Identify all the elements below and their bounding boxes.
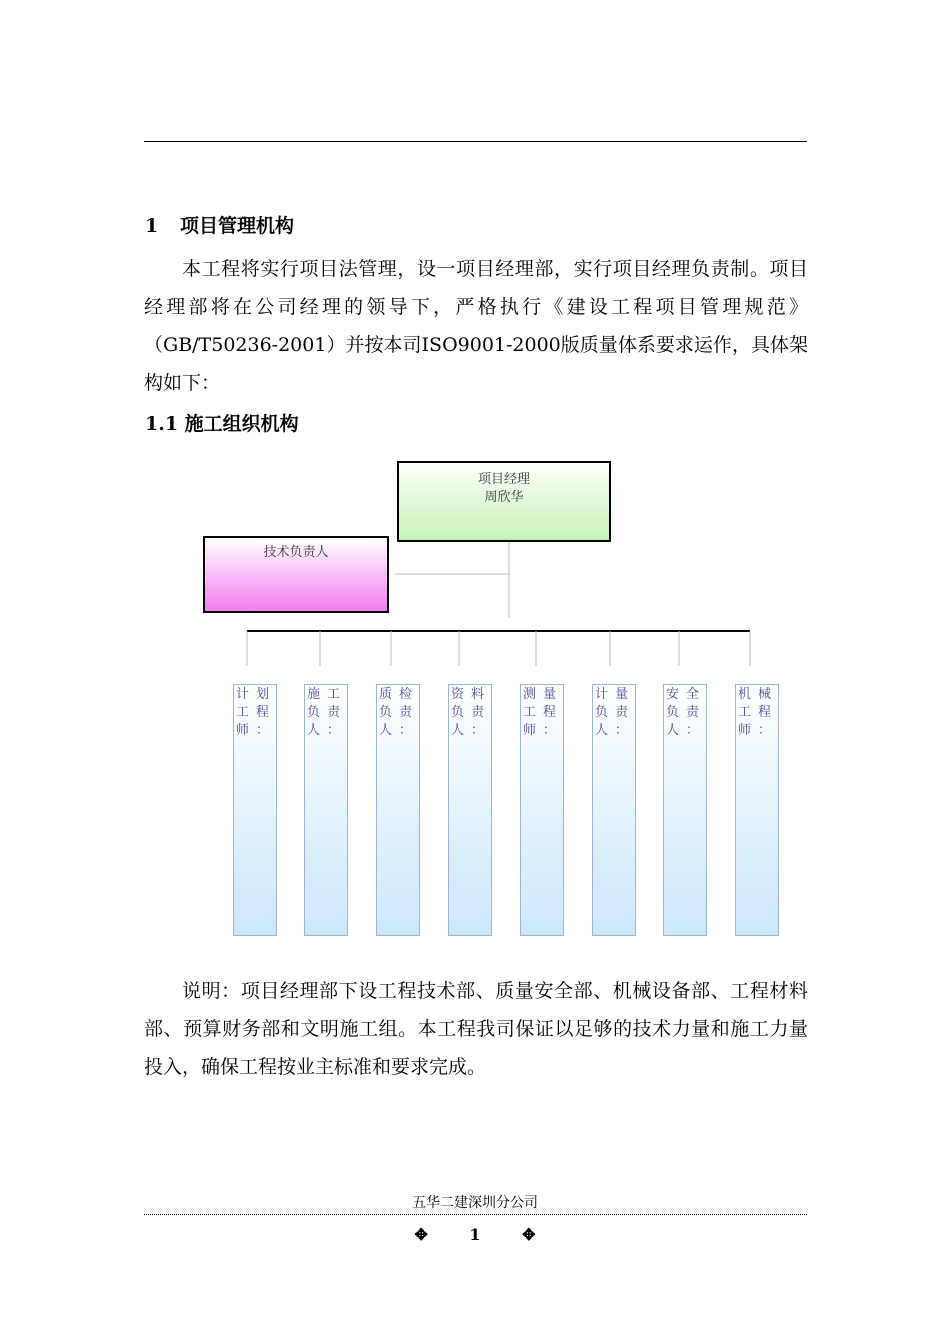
role-box-survey-engineer [520,684,564,936]
section-number: 1 [145,215,159,237]
page-number: 1 [469,1225,481,1244]
role-label: 资料负责人： [451,687,492,738]
note-paragraph: 说明：项目经理部下设工程技术部、质量安全部、机械设备部、工程材料部、预算财务部和文明施工组。本工程我司保证以足够的技术力量和施工力量投入，确保工程按业主标准和要求完成。 [144,980,808,1078]
footer-rule [144,1214,807,1215]
page-number-row [0,1224,950,1246]
role-box-safety-lead [663,684,707,936]
role-label: 机械工程师： [738,687,779,738]
role-box-metering-lead [592,684,636,936]
role-box-mechanical-engineer [735,684,779,936]
role-label: 施工负责人： [307,687,348,738]
role-label: 测量工程师： [523,687,564,738]
intro-paragraph: 本工程将实行项目法管理，设一项目经理部，实行项目经理负责制。项目经理部将在公司经理的领导下，严格执行《建设工程项目管理规范》（GB/T50236-2001）并按本司ISO9001-2000版质量体系要求运作，具体架构如下： [144,258,808,394]
ornament-right-icon: ✥ [522,1225,536,1244]
role-label: 计划工程师： [236,687,277,738]
tech-lead-box [203,536,389,613]
role-label: 质检负责人： [379,687,420,738]
role-box-construction-lead [304,684,348,936]
role-box-planning-engineer [233,684,277,936]
ornament-left-icon: ✥ [414,1225,428,1244]
project-manager-title: 项目经理 [477,472,530,487]
project-manager-name: 周欣华 [484,490,524,505]
footer-company: 五华二建深圳分公司 [412,1195,538,1211]
role-label: 计量负责人： [595,687,636,738]
project-manager-box [397,461,611,542]
section-title: 项目管理机构 [180,215,295,237]
role-box-document-lead [448,684,492,936]
subsection-title: 1.1 施工组织机构 [145,413,299,435]
role-box-quality-lead [376,684,420,936]
tech-lead-label: 技术负责人 [263,545,329,560]
header-rule [144,141,807,142]
role-label: 安全负责人： [666,687,707,738]
